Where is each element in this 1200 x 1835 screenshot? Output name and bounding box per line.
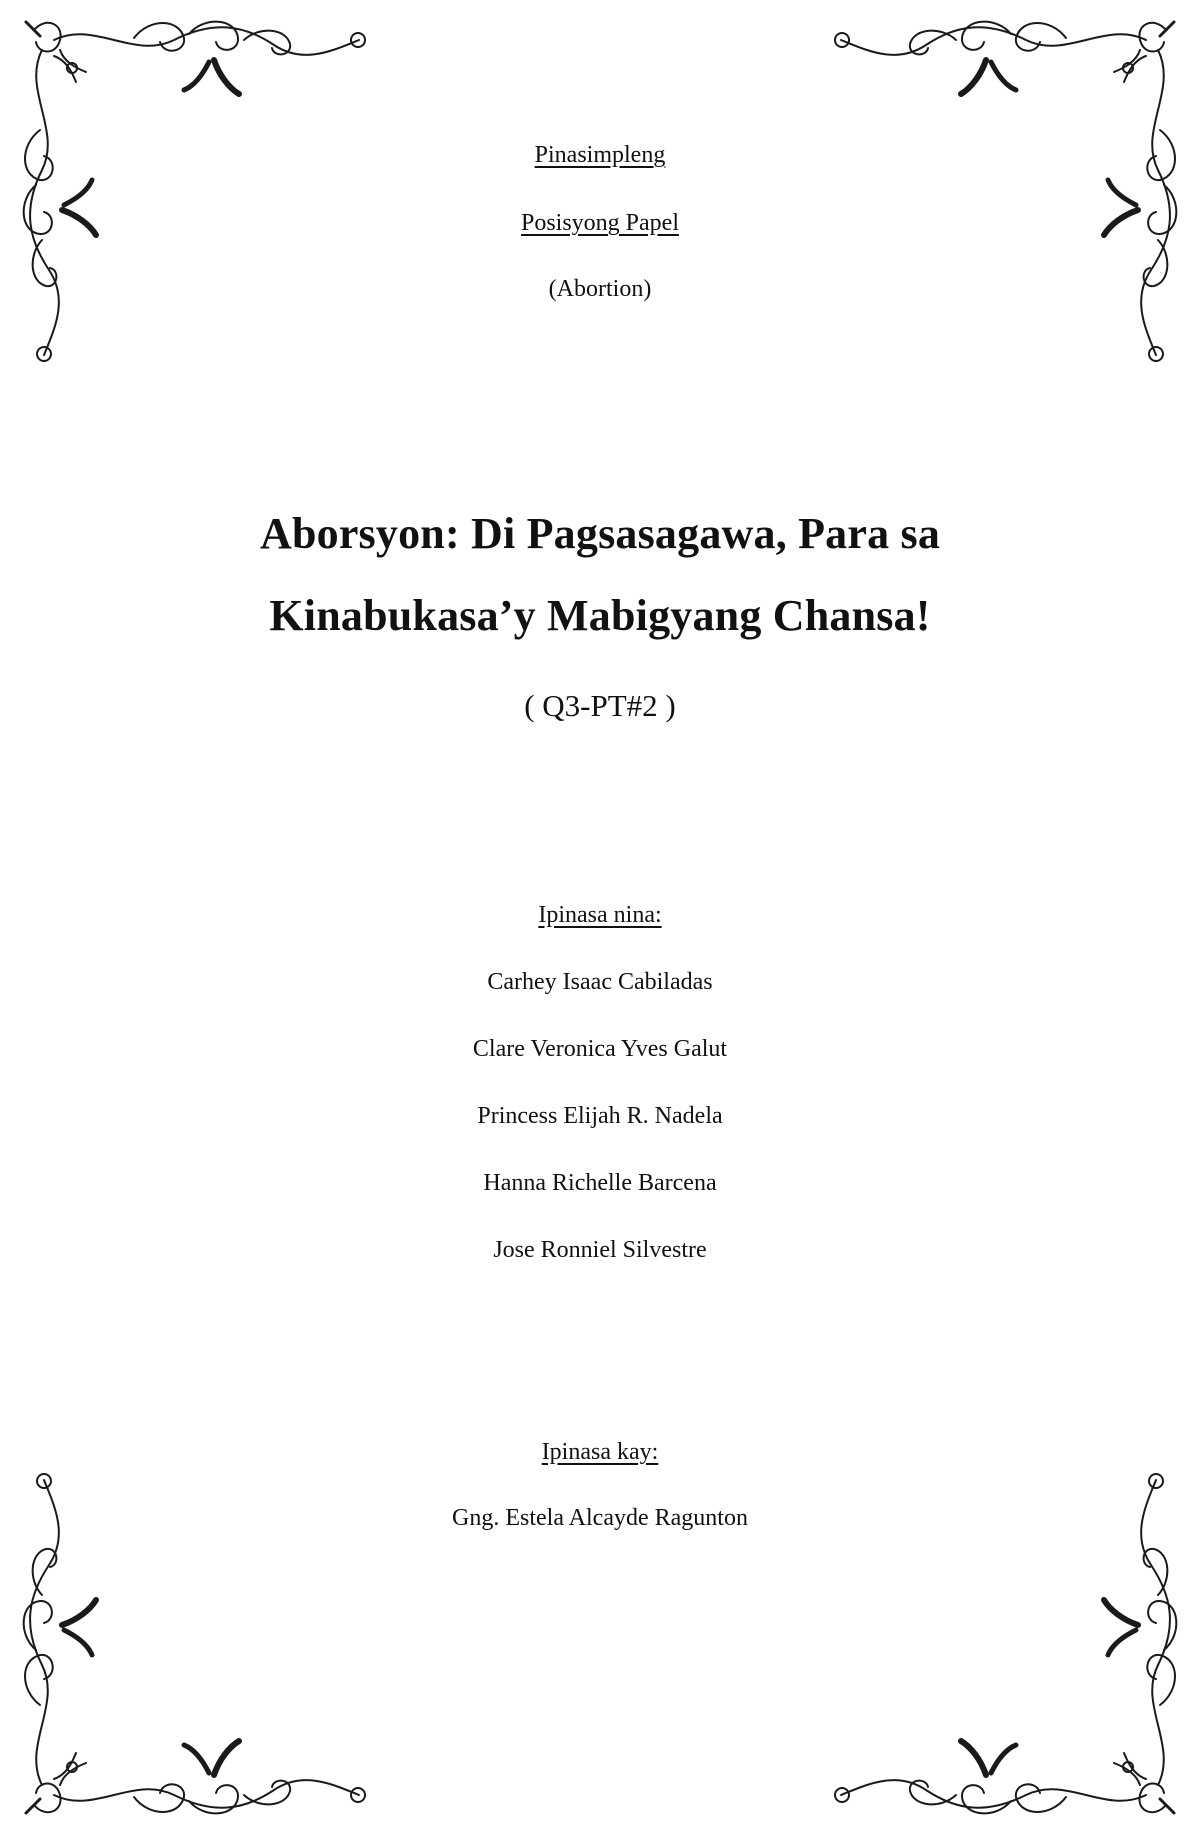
author-name: Jose Ronniel Silvestre: [493, 1237, 707, 1263]
corner-flourish-bottom-left: [14, 1435, 404, 1825]
submitted-by-label: Ipinasa nina:: [538, 902, 662, 928]
assignment-code: ( Q3-PT#2 ): [524, 688, 676, 723]
header-posisyong-papel: Posisyong Papel: [520, 210, 679, 236]
teacher-name: Gng. Estela Alcayde Ragunton: [452, 1505, 748, 1531]
header-abortion: (Abortion): [548, 276, 652, 302]
corner-flourish-top-left: [14, 10, 404, 400]
author-name: Hanna Richelle Barcena: [483, 1170, 717, 1196]
corner-flourish-top-right: [796, 10, 1186, 400]
author-name: Clare Veronica Yves Galut: [472, 1036, 728, 1062]
document-title-line-1: Aborsyon: Di Pagsasagawa, Para sa: [259, 509, 941, 558]
author-name: Carhey Isaac Cabiladas: [487, 969, 713, 995]
header-pinasimpleng: Pinasimpleng: [534, 142, 666, 168]
document-title-line-2: Kinabukasa’y Mabigyang Chansa!: [269, 591, 931, 640]
author-name: Princess Elijah R. Nadela: [477, 1103, 723, 1129]
submitted-to-label: Ipinasa kay:: [541, 1439, 659, 1465]
corner-flourish-bottom-right: [796, 1435, 1186, 1825]
